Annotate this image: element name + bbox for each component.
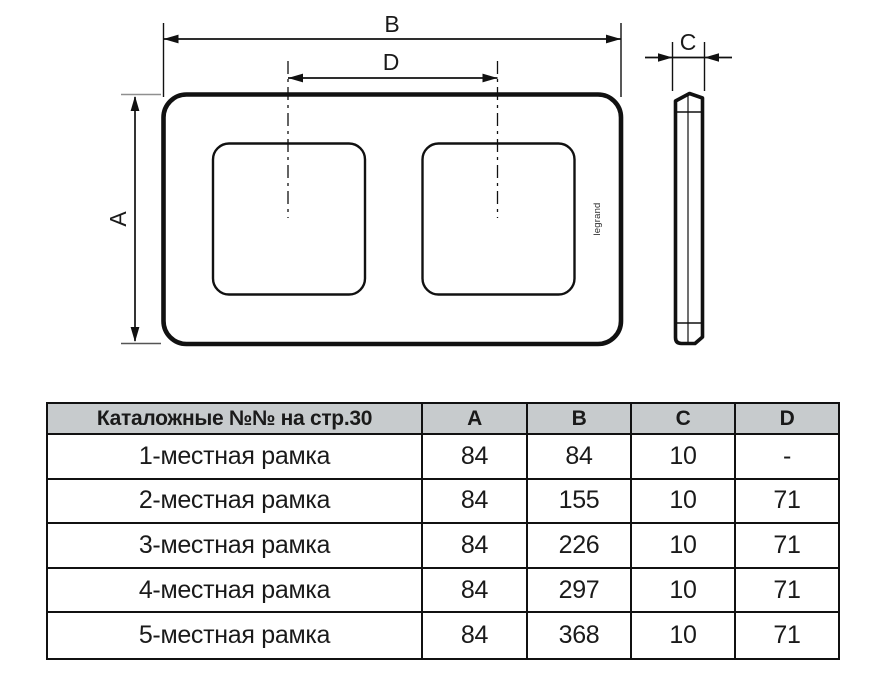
- frame-opening-right: [423, 144, 575, 295]
- table-cell-b: 226: [528, 524, 632, 569]
- table-header-a: A: [423, 404, 528, 435]
- table-cell-d: 71: [773, 621, 801, 650]
- table-cell-c: 10: [632, 480, 736, 525]
- table-cell-c: 10: [632, 613, 736, 658]
- dim-a-label: A: [105, 211, 131, 227]
- table-cell-b: 368: [528, 613, 632, 658]
- table-cell-a: 84: [423, 613, 528, 658]
- table-cell-d: 71: [736, 480, 838, 525]
- table-cell-a: 84: [423, 569, 528, 614]
- table-cell-name: 1-местная рамка: [48, 435, 423, 480]
- table-cell-d: 71: [736, 524, 838, 569]
- dim-c-label: C: [679, 29, 697, 55]
- table-cell-b: 84: [528, 435, 632, 480]
- table-cell-name: 4-местная рамка: [48, 569, 423, 614]
- dim-b-arrow-right: [606, 35, 621, 44]
- table-cell-d: -: [736, 435, 838, 480]
- dim-a-arrow-bottom: [131, 327, 140, 342]
- table-cell-a: 84: [423, 480, 528, 525]
- dim-d-label: D: [382, 49, 400, 75]
- table-cell-name: 5-местная рамка: [48, 613, 423, 658]
- dim-a-arrow-top: [131, 96, 140, 111]
- table-cell-b: 297: [528, 569, 632, 614]
- side-view: [676, 94, 703, 344]
- side-profile-outline: [676, 94, 703, 344]
- spec-table: [46, 402, 840, 660]
- table-header-c: C: [632, 404, 736, 435]
- table-cell-name: 2-местная рамка: [48, 480, 423, 525]
- dim-c-arrow-right: [705, 53, 720, 62]
- table-cell-d: 71: [736, 569, 838, 614]
- dim-c-arrow-left: [658, 53, 673, 62]
- table-cell-a: 84: [423, 435, 528, 480]
- table-cell-c: 10: [632, 569, 736, 614]
- table-header-b: B: [528, 404, 632, 435]
- legrand-logo: legrand: [592, 202, 603, 236]
- table-cell-a: 84: [423, 524, 528, 569]
- table-header-d: D: [736, 404, 838, 435]
- table-cell-b: 155: [528, 480, 632, 525]
- table-cell-c: 10: [632, 524, 736, 569]
- table-cell-c: 10: [632, 435, 736, 480]
- front-view: [164, 61, 622, 344]
- table-header-catalog: Каталожные №№ на стр.30: [48, 404, 423, 435]
- dim-b-label: B: [384, 11, 400, 37]
- dim-b-arrow-left: [164, 35, 179, 44]
- table-cell-name: 3-местная рамка: [48, 524, 423, 569]
- dim-d-arrow-right: [483, 74, 498, 83]
- frame-opening-left: [213, 144, 365, 295]
- dim-d-arrow-left: [288, 74, 303, 83]
